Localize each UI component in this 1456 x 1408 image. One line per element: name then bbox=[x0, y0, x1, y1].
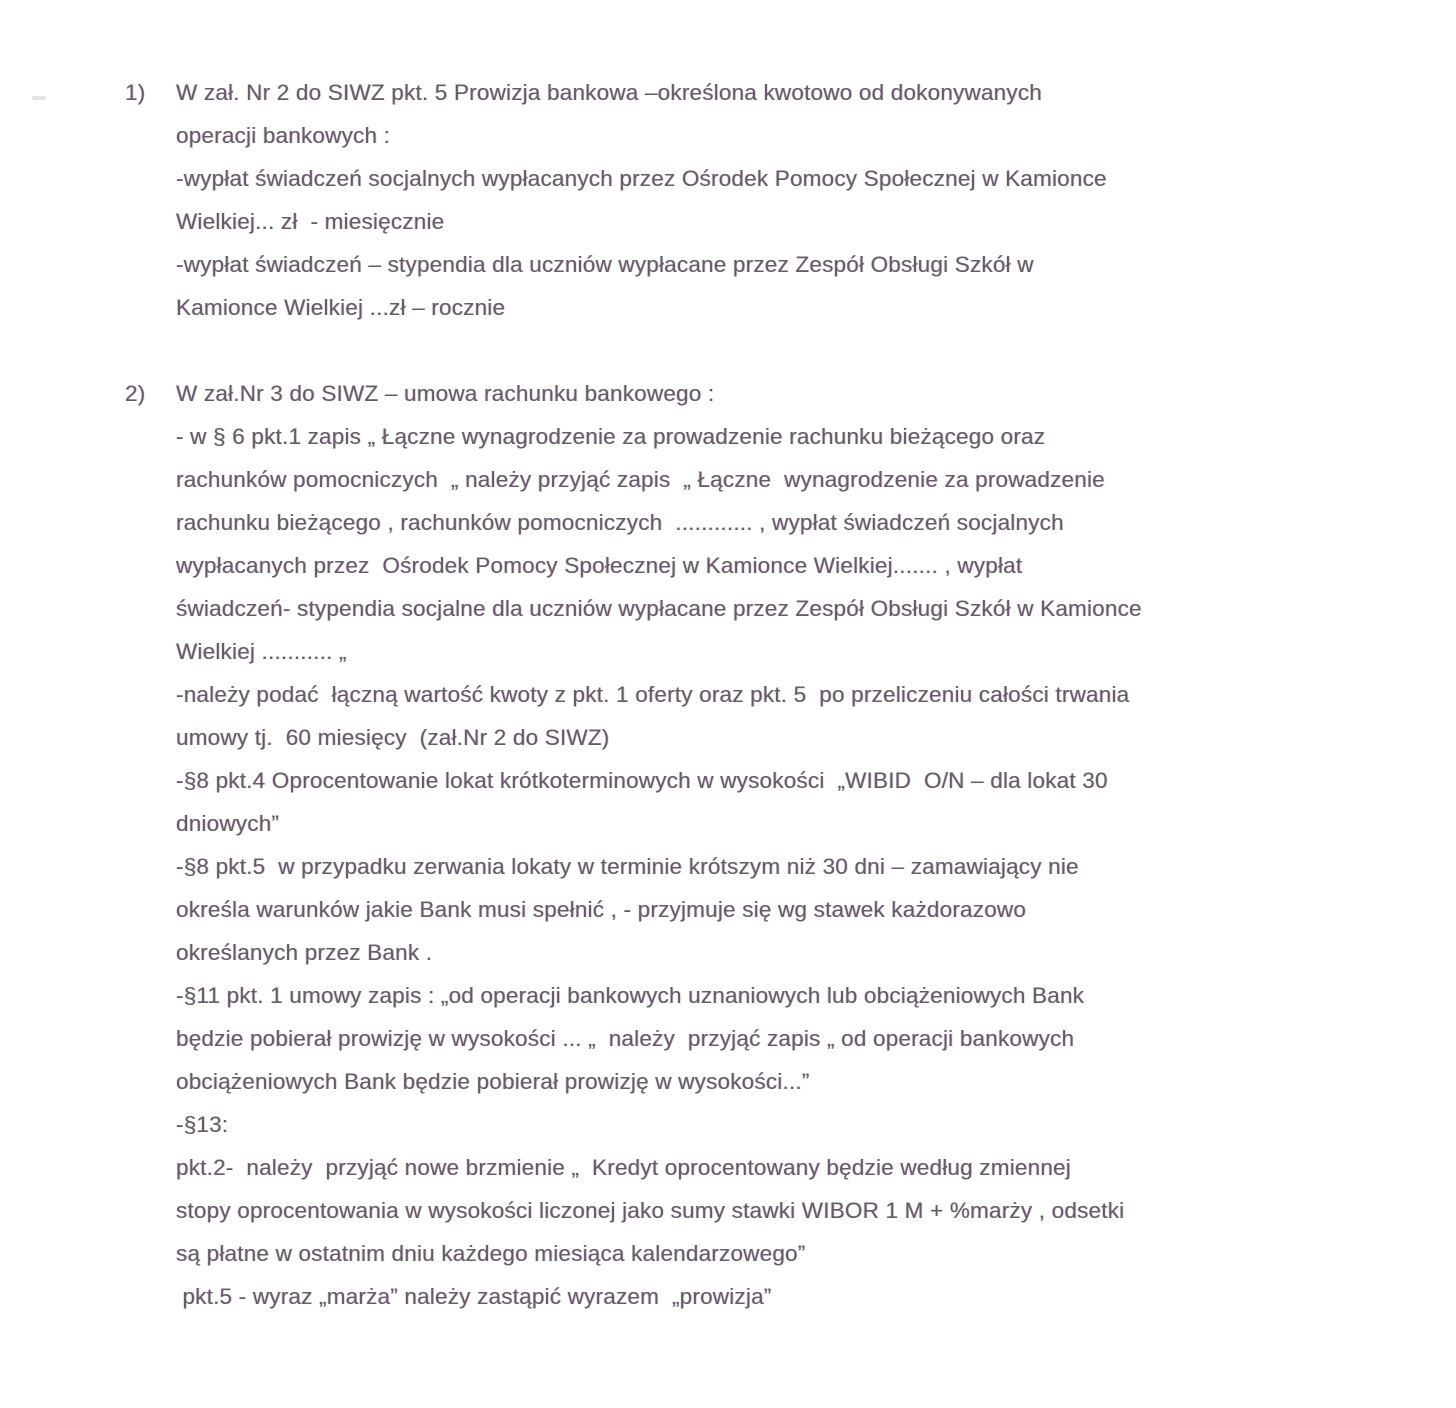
text-line: obciążeniowych Bank będzie pobierał prowizję w wysokości...” bbox=[176, 1069, 810, 1094]
text-line: -należy podać łączną wartość kwoty z pkt. 1 oferty oraz pkt. 5 po przeliczeniu całości trwania bbox=[176, 682, 1130, 707]
text-line: Wielkiej ........... „ bbox=[176, 639, 347, 664]
text-line: -wypłat świadczeń socjalnych wypłacanych przez Ośrodek Pomocy Społecznej w Kamionce bbox=[176, 166, 1107, 191]
text-line: świadczeń- stypendia socjalne dla uczniów wypłacane przez Zespół Obsługi Szkół w Kamionce bbox=[176, 596, 1142, 621]
text-line: pkt.5 - wyraz „marża” należy zastąpić wyrazem „prowizja” bbox=[176, 1284, 772, 1309]
text-line: będzie pobierał prowizję w wysokości ... „ należy przyjąć zapis „ od operacji bankowych bbox=[176, 1026, 1075, 1051]
document-body bbox=[125, 71, 1416, 1318]
text-line: rachunków pomocniczych „ należy przyjąć zapis „ Łączne wynagrodzenie za prowadzenie bbox=[176, 467, 1105, 492]
text-line: Kamionce Wielkiej ...zł – rocznie bbox=[176, 295, 506, 320]
text-line: operacji bankowych : bbox=[176, 123, 391, 148]
list-item-number: 2) bbox=[125, 381, 146, 406]
text-line: wypłacanych przez Ośrodek Pomocy Społecznej w Kamionce Wielkiej....... , wypłat bbox=[176, 553, 1023, 578]
text-line: -§11 pkt. 1 umowy zapis : „od operacji bankowych uznaniowych lub obciążeniowych Bank bbox=[176, 983, 1085, 1008]
text-line: stopy oprocentowania w wysokości liczonej jako sumy stawki WIBOR 1 M + %marży , odsetki bbox=[176, 1198, 1125, 1223]
numbered-list-item bbox=[125, 372, 1416, 1318]
text-line: umowy tj. 60 miesięcy (zał.Nr 2 do SIWZ) bbox=[176, 725, 610, 750]
text-line: określa warunków jakie Bank musi spełnić , - przyjmuje się wg stawek każdorazowo bbox=[176, 897, 1027, 922]
text-line: określanych przez Bank . bbox=[176, 940, 433, 965]
text-line: dniowych” bbox=[176, 811, 280, 836]
text-line: -§13: bbox=[176, 1112, 229, 1137]
text-line: -§8 pkt.4 Oprocentowanie lokat krótkoterminowych w wysokości „WIBID O/N – dla lokat 30 bbox=[176, 768, 1108, 793]
text-line: -§8 pkt.5 w przypadku zerwania lokaty w terminie krótszym niż 30 dni – zamawiający nie bbox=[176, 854, 1079, 879]
list-item-number: 1) bbox=[125, 80, 146, 105]
text-line: W zał. Nr 2 do SIWZ pkt. 5 Prowizja bankowa –określona kwotowo od dokonywanych bbox=[176, 80, 1042, 105]
scan-speck bbox=[32, 96, 46, 100]
text-line: rachunku bieżącego , rachunków pomocniczych ............ , wypłat świadczeń socjalnych bbox=[176, 510, 1064, 535]
text-line: - w § 6 pkt.1 zapis „ Łączne wynagrodzenie za prowadzenie rachunku bieżącego oraz bbox=[176, 424, 1046, 449]
numbered-list-item bbox=[125, 71, 1416, 329]
text-line: pkt.2- należy przyjąć nowe brzmienie „ Kredyt oprocentowany będzie według zmiennej bbox=[176, 1155, 1071, 1180]
text-line: -wypłat świadczeń – stypendia dla uczniów wypłacane przez Zespół Obsługi Szkół w bbox=[176, 252, 1034, 277]
text-line: W zał.Nr 3 do SIWZ – umowa rachunku bankowego : bbox=[176, 381, 715, 406]
text-line: są płatne w ostatnim dniu każdego miesiąca kalendarzowego” bbox=[176, 1241, 806, 1266]
text-line: Wielkiej... zł - miesięcznie bbox=[176, 209, 445, 234]
